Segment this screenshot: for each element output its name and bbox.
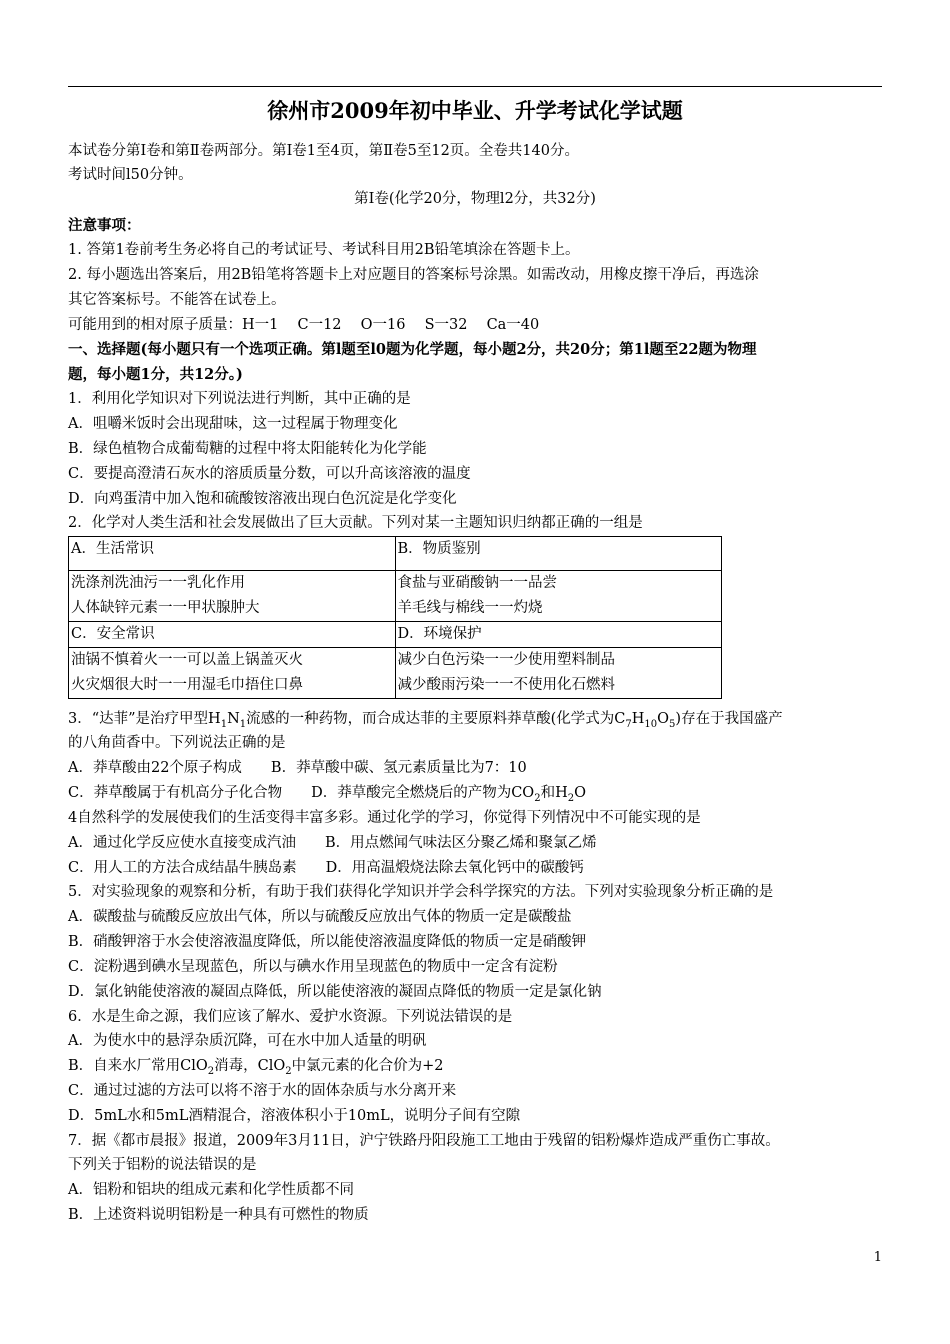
- option-a-line: 人体缺锌元素一一甲状腺肿大: [71, 600, 260, 616]
- header-rule: [68, 86, 882, 87]
- section-heading: 题，每小题1分，共12分。): [68, 366, 243, 383]
- question-3-option: A．莽草酸由22个原子构成 B．莽草酸中碳、氢元素质量比为7：10: [68, 760, 527, 776]
- notice-title: 注意事项：: [68, 217, 141, 234]
- page-number: 1: [873, 1250, 882, 1265]
- option-d-line: 减少酸雨污染一一不使用化石燃料: [397, 677, 615, 693]
- question-1-option: D．向鸡蛋清中加入饱和硫酸铵溶液出现白色沉淀是化学变化: [68, 491, 457, 507]
- question-7-stem: 7．据《都市晨报》报道，2009年3月11日，沪宁铁路丹阳段施工工地由于残留的铝粉爆炸造成严重伤亡事故。: [68, 1133, 780, 1149]
- question-5-stem: 5．对实验现象的观察和分析，有助于我们获得化学知识并学会科学探究的方法。下列对实验现象分析正确的是: [68, 884, 774, 900]
- question-5-option: B．硝酸钾溶于水会使溶液温度降低，所以能使溶液温度降低的物质一定是硝酸钾: [68, 934, 587, 950]
- question-3-stem: 的八角茴香中。下列说法正确的是: [68, 735, 286, 751]
- question-7-stem: 下列关于铝粉的说法错误的是: [68, 1157, 257, 1173]
- question-5-option: A．碳酸盐与硫酸反应放出气体，所以与硫酸反应放出气体的物质一定是碳酸盐: [68, 909, 572, 925]
- question-4-option: C．用人工的方法合成结晶牛胰岛素 D．用高温煅烧法除去氧化钙中的碳酸钙: [68, 860, 584, 876]
- option-c-line: 火灾烟很大时一一用湿毛巾捂住口鼻: [71, 677, 303, 693]
- notice-item: 1. 答第1卷前考生务必将自己的考试证号、考试科目用2B铅笔填涂在答题卡上。: [68, 242, 580, 258]
- option-b-line: 食盐与亚硝酸钠一一品尝: [397, 575, 557, 591]
- question-5-option: C．淀粉遇到碘水呈现蓝色，所以与碘水作用呈现蓝色的物质中一定含有淀粉: [68, 959, 558, 975]
- question-4-stem: 4自然科学的发展使我们的生活变得丰富多彩。通过化学的学习，你觉得下列情况中不可能实现的是: [68, 810, 701, 826]
- question-2-stem: 2．化学对人类生活和社会发展做出了巨大贡献。下列对某一主题知识归纳都正确的一组是: [68, 515, 643, 531]
- question-6-option: B．自来水厂常用ClO$_2$消毒，ClO$_2$中氯元素的化合价为+2: [68, 1058, 444, 1077]
- question-1-stem: 1．利用化学知识对下列说法进行判断，其中正确的是: [68, 391, 411, 407]
- option-a-heading: A．生活常识: [69, 537, 396, 571]
- option-b-line: 羊毛线与棉线一一灼烧: [397, 600, 543, 616]
- part1-header: 第Ⅰ卷(化学20分，物理l2分，共32分): [354, 191, 596, 207]
- option-c-content: [69, 648, 396, 699]
- option-a-content: [69, 571, 396, 622]
- option-d-content: [395, 648, 722, 699]
- option-b-content: [395, 571, 722, 622]
- question-6-option: A．为使水中的悬浮杂质沉降，可在水中加人适量的明矾: [68, 1033, 427, 1049]
- section-heading: 一、选择题(每小题只有一个选项正确。第l题至l0题为化学题，每小题2分，共20分；第1l题至22题为物理: [68, 341, 757, 358]
- option-c-heading: C．安全常识: [69, 622, 396, 648]
- page-title: 徐州市2009年初中毕业、升学考试化学试题: [267, 98, 683, 123]
- option-a-line: 洗涤剂洗油污一一乳化作用: [71, 575, 245, 591]
- question-4-option: A．通过化学反应使水直接变成汽油 B．用点燃闻气味法区分聚乙烯和聚氯乙烯: [68, 835, 597, 851]
- notice-item: 其它答案标号。不能答在试卷上。: [68, 292, 286, 308]
- option-d-line: 减少白色污染一一少使用塑料制品: [397, 652, 615, 668]
- option-d-heading: D．环境保护: [395, 622, 722, 648]
- question-7-option: B．上述资料说明铝粉是一种具有可燃性的物质: [68, 1207, 369, 1223]
- intro-line: 考试时间l50分钟。: [68, 167, 193, 183]
- option-c-line: 油锅不慎着火一一可以盖上锅盖灭火: [71, 652, 303, 668]
- question-1-option: B．绿色植物合成葡萄糖的过程中将太阳能转化为化学能: [68, 441, 427, 457]
- question-6-stem: 6．水是生命之源，我们应该了解水、爱护水资源。下列说法错误的是: [68, 1009, 513, 1025]
- intro-line: 本试卷分第Ⅰ卷和第Ⅱ卷两部分。第Ⅰ卷1至4页，第Ⅱ卷5至12页。全卷共140分。: [68, 143, 579, 159]
- question-2-table: [68, 536, 722, 699]
- question-3-option: C．莽草酸属于有机高分子化合物 D．莽草酸完全燃烧后的产物为$CO_2$和$H_2O$: [68, 785, 586, 804]
- question-7-option: A．铝粉和铝块的组成元素和化学性质都不同: [68, 1182, 354, 1198]
- question-3-stem: 3．“达菲”是治疗甲型$H_1N_1$流感的一种药物，而合成达菲的主要原料莽草酸(化学式为$C_7H_{10}O_5$)存在于我国盛产: [68, 711, 783, 730]
- question-6-option: C．通过过滤的方法可以将不溶于水的固体杂质与水分离开来: [68, 1083, 457, 1099]
- question-1-option: A．咀嚼米饭时会出现甜味，这一过程属于物理变化: [68, 416, 398, 432]
- question-1-option: C．要提高澄清石灰水的溶质质量分数，可以升高该溶液的温度: [68, 466, 471, 482]
- question-6-option: D．5mL水和5mL酒精混合，溶液体积小于10mL，说明分子间有空隙: [68, 1108, 521, 1124]
- atomic-mass-line: 可能用到的相对原子质量：H一1 C一12 O一16 S一32 Ca一40: [68, 317, 540, 333]
- option-b-heading: B．物质鉴别: [395, 537, 722, 571]
- question-5-option: D．氯化钠能使溶液的凝固点降低，所以能使溶液的凝固点降低的物质一定是氯化钠: [68, 984, 602, 1000]
- notice-item: 2. 每小题选出答案后，用2B铅笔将答题卡上对应题目的答案标号涂黑。如需改动，用橡皮擦干净后，再选涂: [68, 267, 759, 283]
